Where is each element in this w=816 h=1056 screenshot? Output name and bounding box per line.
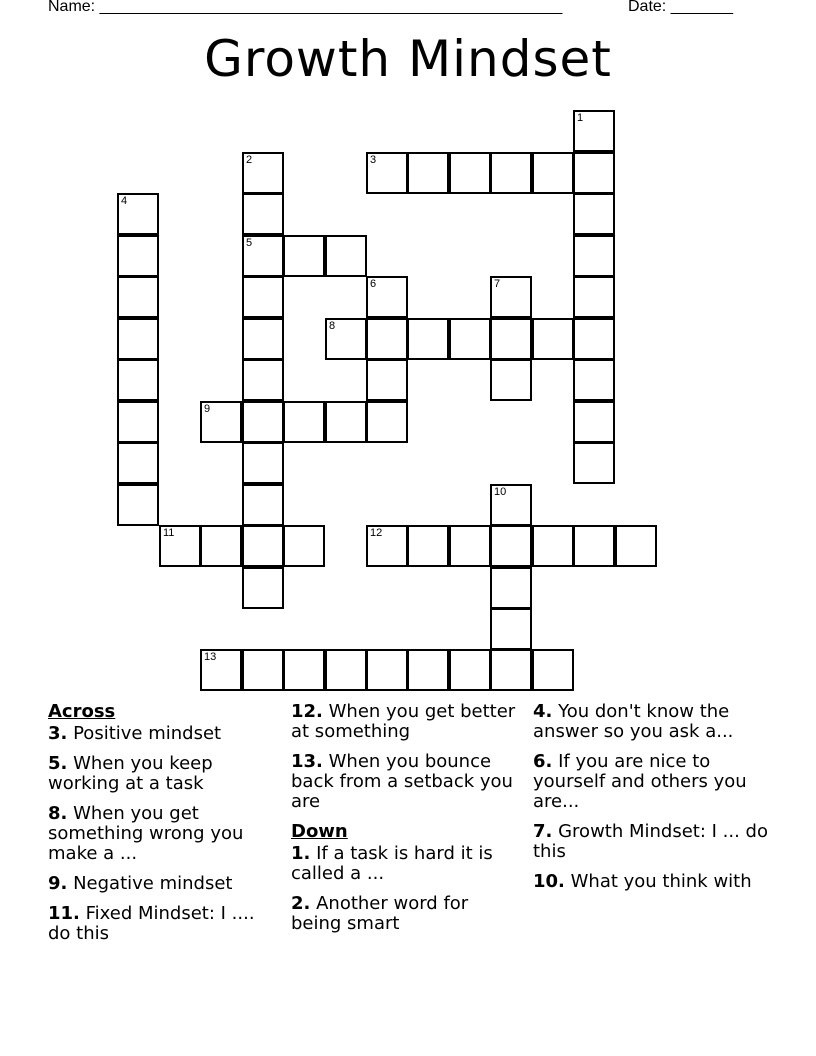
crossword-cell[interactable] [325,401,367,443]
crossword-cell[interactable] [242,484,284,526]
crossword-cell[interactable] [532,318,574,360]
crossword-cell[interactable] [573,359,615,401]
crossword-cell[interactable] [283,401,325,443]
crossword-cell[interactable] [117,484,159,526]
date-field-label: Date: _______ [628,0,733,15]
crossword-cell[interactable] [573,193,615,235]
crossword-cell[interactable] [366,276,408,318]
name-field-label: Name: ____________________________________________________ [48,0,563,15]
crossword-cell[interactable] [573,525,615,567]
crossword-cell[interactable] [490,649,532,691]
clue-across-9: 9. Negative mindset [48,873,233,894]
clue-across-3: 3. Positive mindset [48,723,222,744]
crossword-cell[interactable] [117,235,159,277]
crossword-cell[interactable] [490,525,532,567]
crossword-cell[interactable] [242,318,284,360]
clue-column-3 [533,702,773,902]
cell-number: 5 [246,237,253,249]
crossword-cell[interactable] [615,525,657,567]
crossword-cell[interactable] [242,152,284,194]
crossword-cell[interactable] [573,276,615,318]
crossword-cell[interactable] [117,401,159,443]
crossword-cell[interactable] [242,235,284,277]
crossword-cell[interactable] [532,649,574,691]
clue-across-12: 12. When you get better at something [291,701,516,742]
crossword-cell[interactable] [449,318,491,360]
crossword-cell[interactable] [283,235,325,277]
clue-across-8: 8. When you get something wrong you make a ... [48,803,244,864]
crossword-cell[interactable] [490,318,532,360]
crossword-cell[interactable] [532,525,574,567]
crossword-cell[interactable] [117,193,159,235]
crossword-cell[interactable] [242,649,284,691]
down-heading: Down [291,821,348,842]
crossword-cell[interactable] [283,649,325,691]
crossword-cell[interactable] [366,525,408,567]
clue-down-1: 1. If a task is hard it is called a ... [291,843,493,884]
crossword-cell[interactable] [490,484,532,526]
crossword-cell[interactable] [490,152,532,194]
crossword-cell[interactable] [117,276,159,318]
clue-across-11: 11. Fixed Mindset: I .... do this [48,903,255,944]
crossword-cell[interactable] [242,276,284,318]
puzzle-title: Growth Mindset [204,30,612,88]
clue-down-2: 2. Another word for being smart [291,893,469,934]
crossword-cell[interactable] [490,276,532,318]
crossword-cell[interactable] [449,649,491,691]
cell-number: 1 [577,112,584,124]
crossword-cell[interactable] [366,152,408,194]
clue-across-5: 5. When you keep working at a task [48,753,213,794]
crossword-cell[interactable] [242,359,284,401]
crossword-cell[interactable] [159,525,201,567]
across-heading: Across [48,701,116,722]
crossword-cell[interactable] [117,359,159,401]
cell-number: 6 [370,278,377,290]
crossword-cell[interactable] [449,152,491,194]
crossword-cell[interactable] [200,649,242,691]
cell-number: 3 [370,154,377,166]
crossword-cell[interactable] [573,152,615,194]
crossword-cell[interactable] [242,193,284,235]
cell-number: 9 [204,403,211,415]
crossword-cell[interactable] [573,401,615,443]
crossword-cell[interactable] [242,567,284,609]
crossword-cell[interactable] [242,525,284,567]
cell-number: 7 [494,278,501,290]
cell-number: 10 [494,486,507,498]
crossword-cell[interactable] [407,525,449,567]
crossword-cell[interactable] [407,318,449,360]
clue-column-2 [291,702,521,944]
crossword-cell[interactable] [573,110,615,152]
crossword-cell[interactable] [573,318,615,360]
clue-column-1 [48,702,278,954]
cell-number: 11 [163,527,175,539]
crossword-cell[interactable] [200,525,242,567]
crossword-cell[interactable] [242,442,284,484]
crossword-cell[interactable] [490,567,532,609]
clue-down-7: 7. Growth Mindset: I ... do this [533,821,768,862]
crossword-cell[interactable] [242,401,284,443]
crossword-cell[interactable] [407,649,449,691]
crossword-cell[interactable] [117,318,159,360]
crossword-cell[interactable] [366,649,408,691]
crossword-cell[interactable] [366,318,408,360]
crossword-cell[interactable] [573,235,615,277]
crossword-cell[interactable] [449,525,491,567]
cell-number: 8 [329,320,336,332]
crossword-cell[interactable] [325,235,367,277]
crossword-cell[interactable] [366,359,408,401]
crossword-cell[interactable] [573,442,615,484]
cell-number: 2 [246,154,253,166]
crossword-cell[interactable] [490,608,532,650]
clue-across-13: 13. When you bounce back from a setback you are [291,751,513,812]
crossword-cell[interactable] [325,649,367,691]
crossword-cell[interactable] [325,318,367,360]
clue-down-4: 4. You don't know the answer so you ask a... [533,701,734,742]
crossword-cell[interactable] [117,442,159,484]
crossword-cell[interactable] [407,152,449,194]
cell-number: 13 [204,651,217,663]
crossword-cell[interactable] [283,525,325,567]
crossword-cell[interactable] [366,401,408,443]
crossword-cell[interactable] [490,359,532,401]
cell-number: 4 [121,195,128,207]
clue-down-10: 10. What you think with [533,871,752,892]
cell-number: 12 [370,527,383,539]
clue-down-6: 6. If you are nice to yourself and others you are... [533,751,747,812]
crossword-cell[interactable] [200,401,242,443]
crossword-cell[interactable] [532,152,574,194]
